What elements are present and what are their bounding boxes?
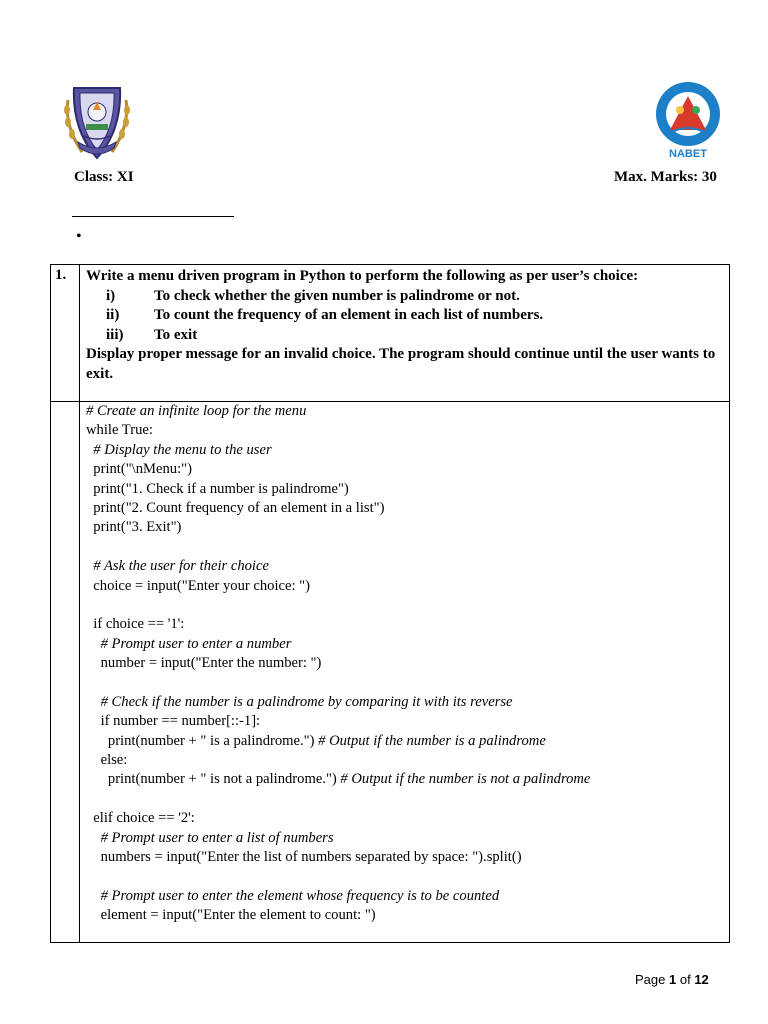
code-line xyxy=(86,887,590,906)
code-line xyxy=(86,790,590,809)
code-comment: # Create an infinite loop for the menu xyxy=(86,403,307,419)
code-text xyxy=(86,636,101,652)
code-line xyxy=(86,848,590,867)
code-line xyxy=(86,596,590,615)
code-answer-block xyxy=(86,402,590,926)
code-text: print(number + " is a palindrome.") xyxy=(86,732,319,749)
option-text: To check whether the given number is palindrome or not. xyxy=(154,287,520,304)
question-option xyxy=(86,306,726,326)
code-line xyxy=(86,809,590,828)
bullet-point: • xyxy=(76,228,82,245)
code-text: while True: xyxy=(86,422,153,439)
code-text: print("3. Exit") xyxy=(86,519,182,536)
question-prompt: Write a menu driven program in Python to perform the following as per user’s choice: xyxy=(86,268,639,284)
code-line xyxy=(86,460,590,479)
code-line xyxy=(86,635,590,654)
code-line xyxy=(86,770,590,789)
question-note: Display proper message for an invalid choice. The program should continue until the user wants to exit. xyxy=(86,346,716,382)
option-number: i) xyxy=(106,287,116,304)
page-indicator xyxy=(635,972,709,987)
page-total: 12 xyxy=(694,972,709,987)
code-comment: # Check if the number is a palindrome by comparing it with its reverse xyxy=(100,693,513,710)
code-text: if number == number[::-1]: xyxy=(86,713,261,730)
code-line xyxy=(86,421,590,440)
code-text: if choice == '1': xyxy=(86,616,185,633)
code-text xyxy=(86,694,101,710)
code-text: print(number + " is not a palindrome.") xyxy=(86,771,341,788)
code-text: number = input("Enter the number: ") xyxy=(86,655,322,672)
class-label: Class: XI xyxy=(74,169,134,185)
max-marks-label: Max. Marks: 30 xyxy=(614,169,717,185)
code-text: numbers = input("Enter the list of numbers separated by space: ").split() xyxy=(86,848,522,865)
code-line xyxy=(86,867,590,886)
code-line xyxy=(86,557,590,576)
code-line xyxy=(86,402,590,421)
question-number: 1. xyxy=(55,267,67,283)
code-line xyxy=(86,577,590,596)
header-underline xyxy=(72,216,234,217)
nabet-logo-text: NABET xyxy=(669,148,707,160)
option-number: ii) xyxy=(106,307,120,323)
code-line xyxy=(86,712,590,731)
table-column-divider xyxy=(79,265,80,942)
code-line xyxy=(86,480,590,499)
code-text: choice = input("Enter your choice: ") xyxy=(86,577,310,594)
code-comment: # Output if the number is a palindrome xyxy=(318,732,546,749)
code-text: elif choice == '2': xyxy=(86,810,195,827)
option-number: iii) xyxy=(106,326,124,343)
question-option xyxy=(86,326,726,346)
code-line xyxy=(86,732,590,751)
code-text: else: xyxy=(86,752,128,769)
code-comment: # Ask the user for their choice xyxy=(93,558,269,575)
code-text: print("\nMenu:") xyxy=(86,461,192,478)
page-word: Page xyxy=(635,972,666,987)
page-of: of xyxy=(679,972,691,987)
code-line xyxy=(86,673,590,692)
code-comment: # Prompt user to enter a number xyxy=(100,635,292,652)
code-line xyxy=(86,615,590,634)
code-line xyxy=(86,654,590,673)
code-line xyxy=(86,538,590,557)
code-text: print("1. Check if a number is palindrome") xyxy=(86,480,349,497)
code-text: element = input("Enter the element to count: ") xyxy=(86,907,376,924)
nabet-quality-school-governance-logo xyxy=(652,80,724,160)
code-line xyxy=(86,499,590,518)
code-line xyxy=(86,441,590,460)
option-text: To exit xyxy=(154,326,198,343)
code-comment: # Prompt user to enter the element whose frequency is to be counted xyxy=(100,887,500,904)
question-text xyxy=(86,267,726,384)
code-line xyxy=(86,906,590,925)
code-line xyxy=(86,829,590,848)
code-line xyxy=(86,693,590,712)
option-text: To count the frequency of an element in each list of numbers. xyxy=(154,307,544,323)
school-crest-icon xyxy=(60,80,134,164)
code-text xyxy=(86,830,101,846)
question-option xyxy=(86,287,726,307)
code-comment: # Display the menu to the user xyxy=(93,441,272,458)
page-current: 1 xyxy=(669,972,677,987)
code-line xyxy=(86,518,590,537)
code-text xyxy=(86,888,101,904)
code-comment: # Output if the number is not a palindrome xyxy=(340,771,591,788)
code-comment: # Prompt user to enter a list of numbers xyxy=(100,829,334,846)
code-text: print("2. Count frequency of an element in a list") xyxy=(86,499,385,516)
code-line xyxy=(86,751,590,770)
